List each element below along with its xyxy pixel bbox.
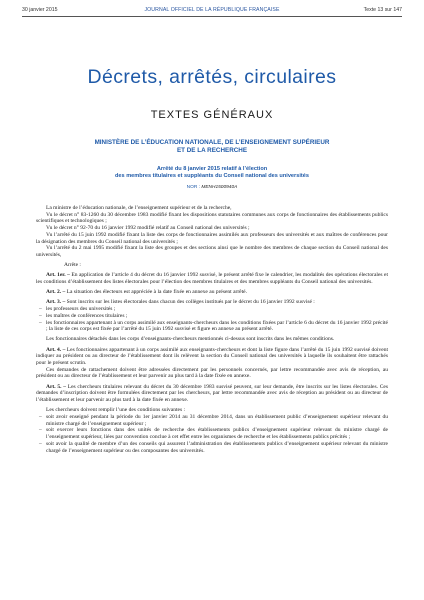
article-5	[36, 384, 388, 404]
preamble-paragraph: Vu le décret n° 92-70 du 16 janvier 1992 modifié relatif au Conseil national des universités ;	[46, 225, 250, 232]
list-item: – les fonctionnaires appartenant à un corps assimilé aux enseignants-chercheurs dans les conditions fixées par l’article 6 du décret du 16 janvier 1992 précité ; la liste de ces corps est fixée par l’arrêté du 15 juin 1992 susvisé et figure en annexe au présent arrêté.	[36, 320, 388, 333]
detached-paragraph: Les fonctionnaires détachés dans les corps d’enseignants-chercheurs mentionnés ci-dessus sont inscrits dans les mêmes conditions.	[46, 336, 335, 343]
conditions-list	[36, 414, 388, 454]
preamble-paragraph: La ministre de l’éducation nationale, de l’enseignement supérieur et de la recherche,	[46, 205, 232, 211]
article-4	[36, 347, 388, 367]
article-2-text: La situation des électeurs est appréciée à la date fixée en annexe au présent arrêté.	[65, 289, 247, 296]
header-date: 30 janvier 2015	[22, 7, 58, 13]
preamble-paragraph: Vu l’arrêté du 2 mai 1995 modifié fixant la liste des groupes et des sections ainsi que le nombre des membres de chaque section du Conseil national des universités,	[36, 245, 388, 258]
article-1	[36, 272, 388, 285]
article-4-paragraph-2: Ces demandes de rattachement doivent être adressées directement par les personnels concernés, par lettre recommandée avec avis de réception, au président ou au directeur de l’établissement et leur parvenir au plus tard à la date fixée en annexe.	[36, 366, 388, 380]
nor-label: NOR :	[186, 185, 202, 190]
page-info: Texte 13 sur 147	[363, 7, 402, 13]
article-5-label: Art. 5. –	[46, 383, 66, 390]
arrete-title-line-1: Arrêté du 8 janvier 2015 relatif à l’élection	[156, 166, 268, 172]
list-item: – les professeurs des universités ;	[36, 306, 388, 313]
conditions-intro: Les chercheurs doivent remplir l’une des conditions suivantes :	[46, 407, 185, 414]
article-4-text: Les fonctionnaires appartenant à un corps assimilé aux enseignants-chercheurs et dont la liste figure dans l’arrêté du 15 juin 1992 susvisé doivent indiquer au président ou au directeur de l’établissement dont ils relèvent la section du Conseil national des universités à laquelle ils souhaitent être rattachés pour le présent scrutin.	[36, 346, 388, 367]
preamble-paragraph: Vu l’arrêté du 15 juin 1992 modifié fixant la liste des corps de fonctionnaires assimilés aux professeurs des universités et aux maîtres de conférences pour la désignation des membres du Conseil national des universités ;	[36, 231, 388, 245]
journal-name: JOURNAL OFFICIEL DE LA RÉPUBLIQUE FRANÇAISE	[144, 7, 280, 13]
arrete-title-line-2: des membres titulaires et suppléants du Conseil national des universités	[115, 173, 309, 179]
document-body	[36, 205, 388, 454]
article-3-list	[36, 306, 388, 333]
list-item: – soit avoir enseigné pendant la période du 1er janvier 2014 au 31 décembre 2014, dans un établissement public d’enseignement supérieur relevant du ministre chargé de l’enseignement supérieur ;	[36, 414, 388, 427]
article-2-label: Art. 2. –	[46, 289, 66, 296]
ministry-line-1: MINISTÈRE DE L’ÉDUCATION NATIONALE, DE L’ENSEIGNEMENT SUPÉRIEUR	[94, 139, 330, 146]
list-item: – soit exercer leurs fonctions dans des unités de recherche des établissements publics d’enseignement supérieur relevant du ministre chargé de l’enseignement supérieur, liées par convention conclue à cet effet entre les organismes de recherche et les établissements publics précités ;	[36, 427, 388, 440]
article-4-label: Art. 4. –	[46, 346, 66, 353]
nor-reference	[0, 185, 424, 190]
article-3-text: Sont inscrits sur les listes électorales dans chacun des collèges institués par le décret du 16 janvier 1992 susvisé :	[65, 299, 315, 306]
page-header	[22, 7, 402, 16]
nor-code: MENH1500940A	[201, 185, 238, 190]
article-1-text: En application de l’article 4 du décret du 16 janvier 1992 susvisé, le présent arrêté fixe le calendrier, les modalités des opérations électorales et les conditions d’établissement des listes électorales pour l’élection des membres titulaires et des membres suppléants du Conseil national des universités.	[36, 272, 388, 286]
article-1-label: Art. 1er. –	[46, 272, 70, 279]
article-3-label: Art. 3. –	[46, 299, 66, 306]
arrete-word: Arrête :	[64, 262, 81, 269]
article-2	[36, 289, 388, 296]
preamble-paragraph: Vu le décret n° 83-1260 du 30 décembre 1983 modifié fixant les dispositions statutaires communes aux corps de fonctionnaires des établissements publics scientifiques et technologiques ;	[36, 211, 388, 225]
article-5-text: Les chercheurs titulaires relevant du décret du 30 décembre 1983 susvisé peuvent, sur leur demande, être inscrits sur les listes électorales. Ces demandes d’inscription doivent être formulées directement par les chercheurs, par lettre recommandée avec avis de réception au président ou au directeur de l’établissement et leur parvenir au plus tard à la date fixée en annexe.	[36, 383, 389, 404]
section-title: TEXTES GÉNÉRAUX	[150, 109, 274, 121]
ministry-line-2: ET DE LA RECHERCHE	[176, 147, 248, 154]
ministry-heading	[40, 139, 384, 155]
arrete-title	[40, 166, 384, 180]
header-rule	[22, 16, 402, 17]
list-item: – les maîtres de conférences titulaires ;	[36, 313, 388, 320]
main-title: Décrets, arrêtés, circulaires	[87, 66, 337, 88]
list-item: – soit avoir la qualité de membre d’un des conseils qui assurent l’administration des établissements publics d’enseignement supérieur relevant du ministre chargé de l’enseignement supérieur ou des composantes des universités.	[36, 441, 388, 454]
